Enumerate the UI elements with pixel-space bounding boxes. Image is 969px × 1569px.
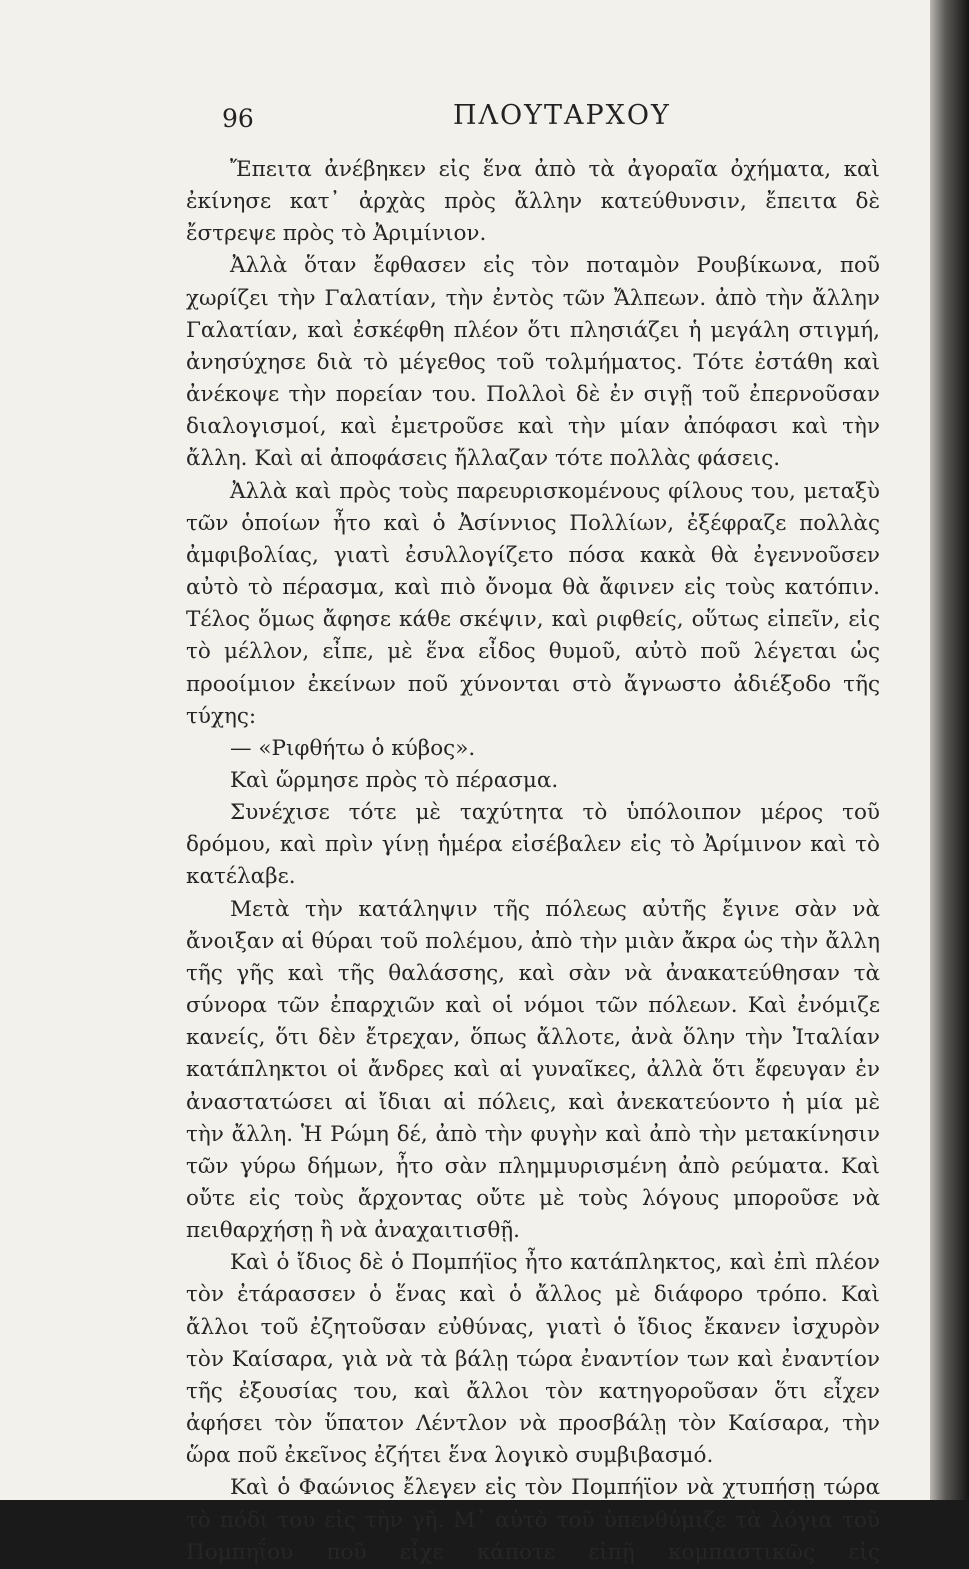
page-header [0,98,930,142]
paragraph: Μετὰ τὴν κατάληψιν τῆς πόλεως αὐτῆς ἔγινε σὰν νὰ ἄνοιξαν αἱ θύραι τοῦ πολέμου, ἀπὸ τὴν μιὰν ἄκρα ὡς τὴν ἄλλη τῆς γῆς καὶ τῆς θαλάσσης, καὶ σὰν νὰ ἀνακατεύθησαν τὰ σύνορα τῶν ἐπαρχιῶν καὶ οἱ νόμοι τῶν πόλεων. Καὶ ἐνόμιζε κανείς, ὅτι δὲν ἔτρεχαν, ὅπως ἄλλοτε, ἀνὰ ὅλην τὴν Ἰταλίαν κατάπληκτοι οἱ ἄνδρες καὶ αἱ γυναῖκες, ἀλλὰ ὅτι ἔφευγαν ἐν ἀναστατώσει αἱ ἴδιαι αἱ πόλεις, καὶ ἀνεκατεύοντο ἡ μία μὲ τὴν ἄλλη. Ἡ Ρώμη δέ, ἀπὸ τὴν φυγὴν καὶ ἀπὸ τὴν μετακίνησιν τῶν γύρω δήμων, ἦτο σὰν πλημμυρισμένη ἀπὸ ρεύματα. Καὶ οὔτε εἰς τοὺς ἄρχοντας οὔτε μὲ τοὺς λόγους μποροῦσε νὰ πειθαρχήσῃ ἢ νὰ ἀναχαιτισθῇ. [186,896,880,1244]
quotation-line: — «Ριφθήτω ὁ κύβος». [230,735,476,761]
paragraph: Συνέχισε τότε μὲ ταχύτητα τὸ ὑπόλοιπον μέρος τοῦ δρόμου, καὶ πρὶν γίνῃ ἡμέρα εἰσέβαλεν εἰς τὸ Ἀρίμινον καὶ τὸ κατέλαβε. [186,800,880,890]
paragraph: Ἔπειτα ἀνέβηκεν εἰς ἕνα ἀπὸ τὰ ἀγοραῖα ὀχήματα, καὶ ἐκίνησε κατ᾽ ἀρχὰς πρὸς ἄλλην κατεύθυνσιν, ἔπειτα δὲ ἔστρεψε πρὸς τὸ Ἀριμίνιον. [186,157,880,247]
paragraph: Ἀλλὰ ὅταν ἔφθασεν εἰς τὸν ποταμὸν Ρουβίκωνα, ποῦ χωρίζει τὴν Γαλατίαν, τὴν ἐντὸς τῶν Ἄλπεων. ἀπὸ τὴν ἄλλην Γαλατίαν, καὶ ἐσκέφθη πλέον ὅτι πλησιάζει ἡ μεγάλη στιγμή, ἀνησύχησε διὰ τὸ μέγεθος τοῦ τολμήματος. Τότε ἐστάθη καὶ ἀνέκοψε τὴν πορείαν του. Πολλοὶ δὲ ἐν σιγῇ τοῦ ἐπερνοῦσαν διαλογισμοί, καὶ ἐμετροῦσε καὶ τὴν μίαν ἀπόφασι καὶ τὴν ἄλλη. Καὶ αἱ ἀποφάσεις ἤλλαζαν τότε πολλὰς φάσεις. [186,253,880,472]
paragraph: Καὶ ὁ Φαώνιος ἔλεγεν εἰς τὸν Πομπήϊον νὰ χτυπήσῃ τώρα τὸ πόδι του εἰς τὴν γῆ. Μ᾽ αὐτὸ τοῦ ὑπενθύμιζε τὰ λόγια τοῦ Πομπηΐου ποῦ εἶχε κάποτε εἰπῇ κομπαστικῶς εἰς [186,1475,880,1565]
page-number: 96 [222,104,254,133]
paragraph: Καὶ ὁ ἴδιος δὲ ὁ Πομπήϊος ἦτο κατάπληκτος, καὶ ἐπὶ πλέον τὸν ἐτάρασσεν ὁ ἕνας καὶ ὁ ἄλλος μὲ διάφορο τρόπο. Καὶ ἄλλοι τοῦ ἐζητοῦσαν εὐθύνας, γιατὶ ὁ ἴδιος ἔκανεν ἰσχυρὸν τὸν Καίσαρα, γιὰ νὰ τὰ βάλῃ τώρα ἐναντίον των καὶ ἐναντίον τῆς ἐξουσίας του, καὶ ἄλλοι τὸν κατηγοροῦσαν ὅτι εἶχεν ἀφήσει τὸν ὕπατον Λέντλον νὰ προσβάλῃ τὸν Καίσαρα, τὴν ὥρα ποῦ ἐκεῖνος ἐζήτει ἕνα λογικὸ συμβιβασμό. [186,1250,880,1469]
body-text [186,154,880,1569]
page-edge-shadow [930,0,969,1500]
paragraph: Ἀλλὰ καὶ πρὸς τοὺς παρευρισκομένους φίλους του, μεταξὺ τῶν ὁποίων ἦτο καὶ ὁ Ἀσίννιος Πολλίων, ἐξέφραζε πολλὰς ἀμφιβολίας, γιατὶ ἐσυλλογίζετο πόσα κακὰ θὰ ἐγεννοῦσεν αὐτὸ τὸ πέρασμα, καὶ πιὸ ὄνομα θὰ ἄφινεν εἰς τοὺς κατόπιν. Τέλος ὅμως ἄφησε κάθε σκέψιν, καὶ ριφθείς, οὕτως εἰπεῖν, εἰς τὸ μέλλον, εἶπε, μὲ ἕνα εἶδος θυμοῦ, αὐτὸ ποῦ λέγεται ὡς προοίμιον ἐκείνων ποῦ χύνονται στὸ ἄγνωστο ἀδιέξοδο τῆς τύχης: [186,478,880,729]
running-title: ΠΛΟΥΤΑΡΧΟΥ [453,100,671,131]
paragraph: Καὶ ὥρμησε πρὸς τὸ πέρασμα. [230,767,559,793]
